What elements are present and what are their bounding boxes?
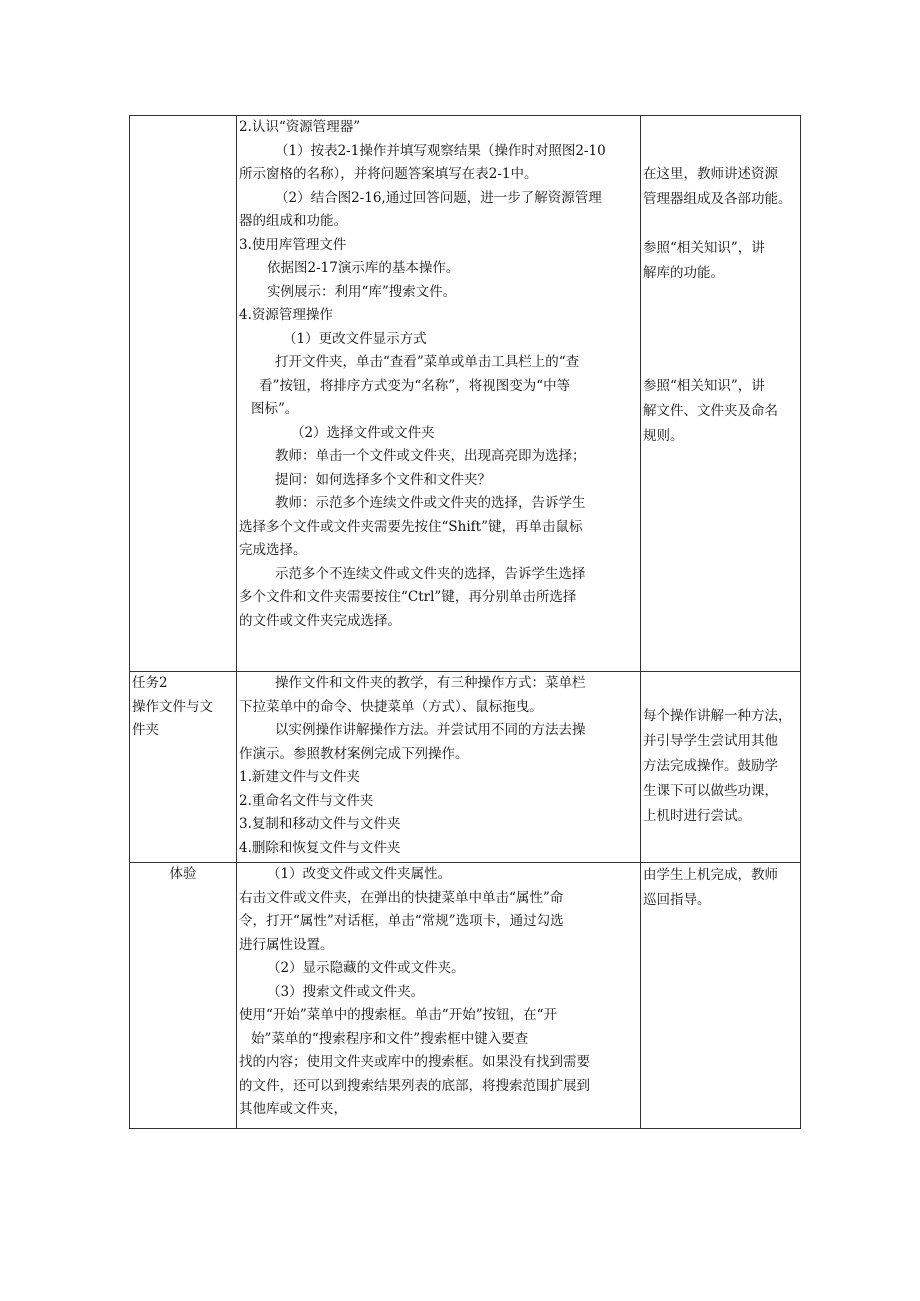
content-line: （2）显示隐藏的文件或文件夹。 bbox=[267, 960, 465, 976]
content-line: 始”菜单的“搜索程序和文件”搜索框中键入要查 bbox=[251, 1030, 529, 1047]
content-line: 提问：如何选择多个文件和文件夹？ bbox=[275, 471, 491, 488]
content-line: 依据图2-17演示库的基本操作。 bbox=[267, 260, 460, 276]
content-line: 进行属性设置。 bbox=[239, 936, 334, 953]
content-line: 4.删除和恢复文件与文件夹 bbox=[239, 839, 401, 856]
task-label: 任务2 bbox=[132, 675, 168, 691]
content-line: 3.使用库管理文件 bbox=[239, 236, 347, 253]
content-line: 操作文件和文件夹的教学，有三种操作方式：菜单栏 bbox=[275, 675, 586, 691]
task-label: 体验 bbox=[169, 866, 197, 882]
content-line: 教师：示范多个连续文件或文件夹的选择，告诉学生 bbox=[275, 495, 586, 511]
content-line: 教师：单击一个文件或文件夹，出现高亮即为选择； bbox=[275, 448, 586, 464]
content-line: 下拉菜单中的命令、快捷菜单（方式）、鼠标拖曳。 bbox=[239, 698, 543, 715]
lesson-plan-table bbox=[129, 115, 801, 1129]
table-row bbox=[130, 116, 801, 672]
content-line: 2.重命名文件与文件夹 bbox=[239, 792, 374, 809]
content-line: 图标”。 bbox=[251, 401, 299, 417]
note-line: 管理器组成及各部功能。 bbox=[643, 191, 792, 207]
note-line: 解文件、文件夹及命名 bbox=[643, 403, 778, 419]
content-line: 3.复制和移动文件与文件夹 bbox=[239, 816, 401, 832]
content-line: 多个文件和文件夹需要按住“Ctrl”键，再分别单击所选择 bbox=[239, 589, 577, 605]
notes-cell bbox=[641, 116, 801, 672]
note-line: 由学生上机完成，教师 bbox=[643, 867, 778, 883]
content-cell bbox=[237, 672, 641, 863]
notes-cell bbox=[641, 672, 801, 863]
content-line: （1）按表2-1操作并填写观察结果（操作时对照图2-10 bbox=[275, 142, 606, 159]
content-line: 示范多个不连续文件或文件夹的选择，告诉学生选择 bbox=[275, 565, 586, 582]
content-line: 找的内容；使用文件夹或库中的搜索框。如果没有找到需要 bbox=[239, 1054, 590, 1070]
note-line: 在这里，教师讲述资源 bbox=[643, 166, 778, 182]
table-row bbox=[130, 863, 801, 1129]
content-line: 所示窗格的名称），并将问题答案填写在表2-1中。 bbox=[239, 166, 538, 182]
table-row bbox=[130, 672, 801, 863]
content-line: （3）搜索文件或文件夹。 bbox=[267, 983, 425, 1000]
task-label: 操作文件与文 bbox=[132, 698, 213, 715]
task-cell bbox=[130, 116, 237, 672]
content-line: 2.认识“资源管理器” bbox=[239, 119, 361, 135]
note-line: 方法完成操作。鼓励学 bbox=[643, 758, 778, 774]
content-line: 的文件，还可以到搜索结果列表的底部，将搜索范围扩展到 bbox=[239, 1077, 590, 1094]
content-line: 4.资源管理操作 bbox=[239, 307, 333, 323]
note-line: 上机时进行尝试。 bbox=[643, 808, 751, 824]
note-line: 巡回指导。 bbox=[643, 892, 711, 908]
content-line: 令，打开“属性”对话框，单击“常规”选项卡，通过勾选 bbox=[239, 913, 564, 929]
content-line: 看”按钮，将排序方式变为“名称”，将视图变为“中等 bbox=[259, 377, 571, 394]
content-line: 1.新建文件与文件夹 bbox=[239, 769, 360, 785]
notes-cell bbox=[641, 863, 801, 1129]
content-cell bbox=[237, 116, 641, 672]
note-line: 规则。 bbox=[643, 428, 684, 444]
content-line: 选择多个文件或文件夹需要先按住“Shift”键，再单击鼠标 bbox=[239, 518, 583, 535]
content-line: 使用“开始”菜单中的搜索框。单击“开始”按钮，在“开 bbox=[239, 1007, 558, 1023]
content-line: （2）选择文件或文件夹 bbox=[291, 424, 435, 441]
note-line: 每个操作讲解一种方法， bbox=[643, 708, 792, 724]
content-line: 器的组成和功能。 bbox=[239, 213, 347, 229]
note-line: 生课下可以做些功课， bbox=[643, 783, 778, 799]
content-line: （2）结合图2-16,通过回答问题，进一步了解资源管理 bbox=[275, 189, 602, 206]
content-line: 右击文件或文件夹，在弹出的快捷菜单中单击“属性”命 bbox=[239, 889, 564, 906]
note-line: 参照“相关知识”，讲 bbox=[643, 378, 765, 394]
content-line: 作演示。参照教材案例完成下列操作。 bbox=[239, 745, 469, 762]
task-cell bbox=[130, 672, 237, 863]
content-cell bbox=[237, 863, 641, 1129]
content-line: （1）改变文件或文件夹属性。 bbox=[267, 866, 452, 882]
content-line: （1）更改文件显示方式 bbox=[283, 330, 427, 347]
content-line: 实例展示：利用“库”搜索文件。 bbox=[267, 283, 457, 300]
note-line: 并引导学生尝试用其他 bbox=[643, 733, 778, 749]
content-line: 完成选择。 bbox=[239, 542, 307, 558]
note-line: 解库的功能。 bbox=[643, 265, 724, 281]
content-line: 的文件或文件夹完成选择。 bbox=[239, 612, 401, 629]
content-line: 其他库或文件夹， bbox=[239, 1101, 347, 1117]
content-line: 打开文件夹，单击“查看”菜单或单击工具栏上的“查 bbox=[275, 354, 580, 370]
note-line: 参照“相关知识”，讲 bbox=[643, 240, 765, 256]
content-line: 以实例操作讲解操作方法。并尝试用不同的方法去操 bbox=[275, 722, 586, 738]
task-label: 件夹 bbox=[132, 722, 159, 738]
task-cell bbox=[130, 863, 237, 1129]
